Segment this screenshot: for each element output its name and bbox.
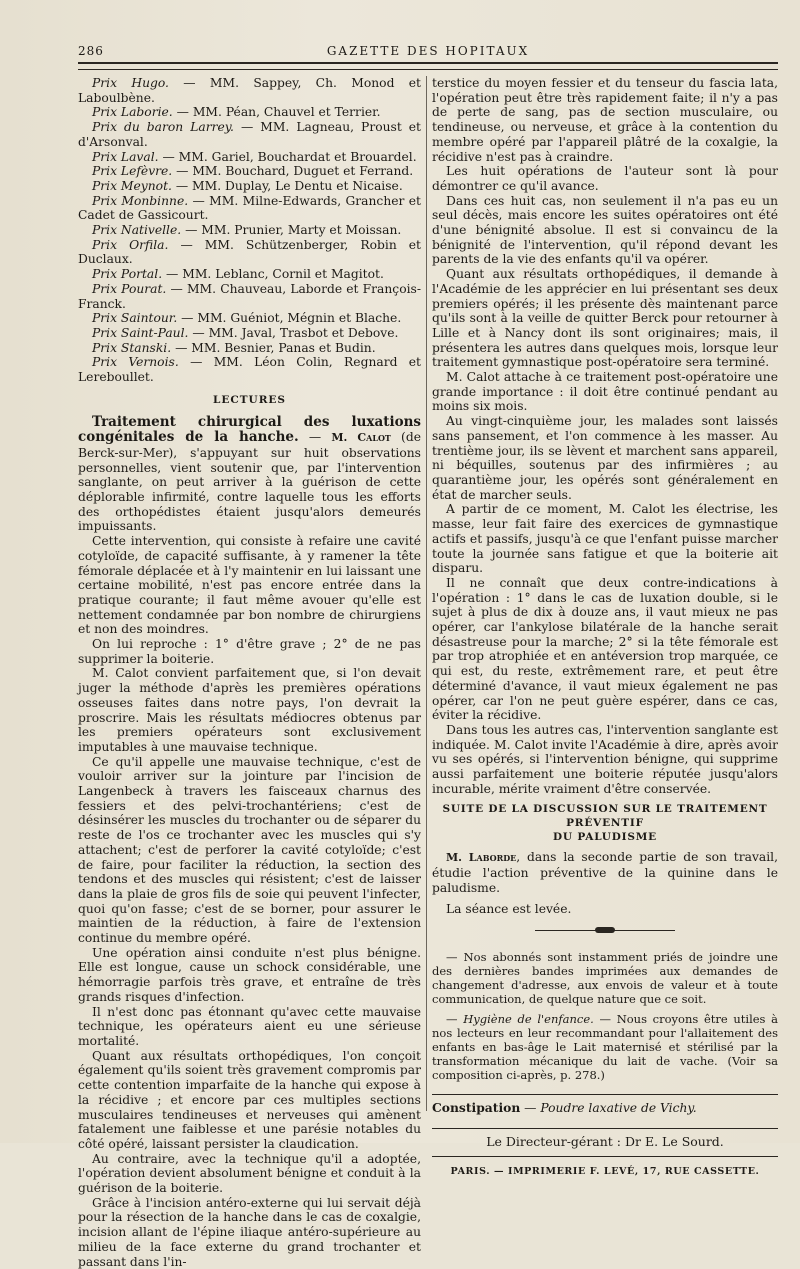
prize-entry — [78, 282, 421, 311]
section-title-line: DU PALUDISME — [553, 831, 657, 844]
advert-label: Constipation — [432, 1100, 521, 1116]
prize-name: Prix Monbinne. — [92, 193, 189, 208]
ornamental-divider — [535, 926, 675, 936]
prize-name: Prix Hugo. — [92, 76, 169, 90]
prize-jury: — MM. Besnier, Panas et Budin. — [171, 340, 376, 355]
lead-text: (de Berck-sur-Mer), s'appuyant sur huit observations personnelles, vient soutenir que, par l'intervention sanglante, on peut arriver à la guérison de cette déplorable infirmité, contre laquelle tous les efforts des orthopédistes étaient jusqu'alors demeurés impuissants. — [78, 430, 421, 534]
prize-jury: — MM. Leblanc, Cornil et Magitot. — [162, 267, 384, 282]
prize-entry — [78, 150, 421, 165]
article-paragraph: M. Calot attache à ce traitement post-opératoire une grande importance : il doit être continué pendant au moins six mois. — [432, 370, 778, 414]
article-paragraph: Au vingt-cinquième jour, les malades sont laissés sans pansement, et l'on commence à les masser. Au trentième jour, ils se lèvent et marchent sans appareil, ni béquilles, soutenus par des infirmières ; au quarantième jour, les opérés sont généralement en état de marcher seuls. — [432, 414, 778, 502]
prize-name: Prix Saintour. — [92, 311, 178, 326]
prize-name: Prix Orfila. — [92, 237, 169, 252]
prize-entry — [78, 179, 421, 194]
speaker-name: M. Laborde — [446, 851, 517, 865]
article-paragraph: Ce qu'il appelle une mauvaise technique, c'est de vouloir arriver sur la jointure par l'incision de Langenbeck à travers les faisceaux charnus des fessiers et des pelvi-trochantériens; c'est de désinsérer les muscles du trochanter ou de séparer du reste de l'os ce trochanter avec les muscles qui s'y attachent; c'est de perforer la cavité cotyloïde; c'est de faire, pour faciliter la réduction, la section des tendons et des muscles qui résistent; c'est de laisser dans la plaie de gros fils de soie qui peuvent l'infecter, quoi qu'on fasse; c'est de se borner, pour assurer le maintien de la réduction, à faire de l'extension continue du membre opéré. — [78, 754, 421, 946]
prize-name: Prix Laborie. — [92, 105, 173, 120]
rule — [432, 1094, 778, 1095]
notice-dash: — — [446, 1012, 464, 1027]
journal-title: GAZETTE DES HOPITAUX — [326, 44, 530, 58]
article-paragraph: A partir de ce moment, M. Calot les électrise, les masse, leur fait faire des exercices de gymnastique actifs et passifs, jusqu'à ce que l'enfant puisse marcher toute la journée sans fatigue et que la boiterie ait disparu. — [432, 502, 778, 576]
prize-jury: — MM. Duplay, Le Dentu et Nicaise. — [171, 178, 403, 193]
seance-closed: La séance est levée. — [446, 901, 572, 916]
advert-constipation — [432, 1101, 778, 1116]
left-column — [78, 76, 422, 1269]
prize-name: Prix Vernois. — [92, 355, 179, 370]
page-header — [78, 44, 778, 64]
prize-name: Prix Pourat. — [92, 281, 167, 296]
prize-name: Prix Saint-Paul. — [92, 325, 189, 340]
ornament-dot — [595, 927, 615, 933]
prize-jury: — MM. Prunier, Marty et Moissan. — [181, 223, 402, 238]
prize-name: Prix Portal. — [92, 267, 163, 282]
article-title: Traitement chirurgical des luxations congénitales de la hanche. — [78, 414, 421, 446]
speaker-text: , dans la seconde partie de son travail, étudie l'action préventive de la quinine dans le paludisme. — [432, 850, 778, 895]
article-paragraph: M. Calot convient parfaitement que, si l'on devait juger la méthode d'après les premières opérations osseuses faites dans notre pays, l'on devrait la proscrire. Mais les résultats médiocres obtenus par les premiers opérateurs sont exclusivement imputables à une mauvaise technique. — [78, 666, 421, 754]
right-column — [432, 76, 779, 1177]
prize-entry — [78, 164, 421, 179]
article-paragraph: On lui reproche : 1° d'être grave ; 2° de ne pas supprimer la boiterie. — [78, 637, 421, 666]
article-lead-paragraph — [78, 415, 421, 534]
printer-block — [432, 1156, 778, 1180]
prize-entry — [78, 311, 421, 326]
article-paragraph: Au contraire, avec la technique qu'il a adoptée, l'opération devient absolument bénigne et conduit à la guérison de la boiterie. — [78, 1151, 421, 1196]
section-title-lectures: LECTURES — [212, 393, 287, 406]
article-paragraph: Une opération ainsi conduite n'est plus bénigne. Elle est longue, cause un schock considérable, une hémorragie parfois très grave, et entraîne de très grands risques d'infection. — [78, 945, 421, 1004]
prize-jury: — MM. Schützenberger, Robin et Duclaux. — [78, 237, 422, 267]
prize-name: Prix Nativelle. — [92, 223, 182, 238]
prize-entry — [78, 105, 421, 120]
article-paragraph: Dans ces huit cas, non seulement il n'a pas eu un seul décès, mais encore les suites opératoires ont été d'une bénignité absolue. Il est si convaincu de la bénignité de l'intervention, qu'il répond devant les parents de la vie des enfants qu'il va opérer. — [432, 193, 778, 267]
prize-name: Prix Laval. — [92, 149, 159, 164]
prize-jury: — MM. Milne-Edwards, Grancher et Cadet de Gassicourt. — [78, 193, 421, 223]
prize-entry — [78, 76, 421, 105]
prize-jury: — MM. Léon Colin, Regnard et Lereboullet. — [78, 355, 421, 385]
prize-entry — [78, 238, 421, 267]
article-paragraph: Les huit opérations de l'auteur sont là pour démontrer ce qu'il avance. — [432, 164, 778, 193]
article-paragraph: Quant aux résultats orthopédiques, il demande à l'Académie de les apprécier en lui présentant ses deux premiers opérés; il les présente dès maintenant parce qu'ils sont à la veille de quitter Berck pour retourner à Lille et à Nancy dont ils sont originaires; mais, il présentera les autres dans quelques mois, lorsque leur traitement gymnastique post-opératoire sera terminé. — [432, 267, 778, 370]
notice-hygiene — [432, 1012, 778, 1082]
prize-entry — [78, 194, 421, 223]
prize-jury: — MM. Bouchard, Duguet et Ferrand. — [172, 164, 414, 179]
header-rule — [78, 62, 778, 70]
notice-subscribers: — Nos abonnés sont instamment priés de joindre une des dernières bandes imprimées aux demandes de changement d'adresse, aux envois de valeur et à toute communication, de quelque nature que ce soit. — [432, 950, 778, 1007]
laborde-paragraph — [432, 850, 778, 895]
section-title-paludisme — [432, 802, 778, 844]
prize-list — [78, 76, 421, 385]
section-title-line: SUITE DE LA DISCUSSION SUR LE TRAITEMENT PRÉVENTIF — [442, 803, 768, 830]
prize-name: Prix Stanski. — [92, 340, 172, 355]
article-paragraph: Grâce à l'incision antéro-externe qui lui servait déjà pour la résection de la hanche dans le cas de coxalgie, incision allant de l'épine iliaque antéro-supérieure au milieu de la face externe du grand trochanter et passant dans l'in- — [78, 1195, 421, 1269]
column-divider — [426, 76, 427, 1111]
printer-imprint: PARIS. — IMPRIMERIE F. LEVÉ, 17, RUE CASSETTE. — [450, 1165, 760, 1177]
prize-name: Prix Meynot. — [92, 178, 172, 193]
prize-jury: — MM. Chauveau, Laborde et François-Franck. — [78, 281, 421, 311]
article-paragraph: Il ne connaît que deux contre-indications à l'opération : 1° dans le cas de luxation double, si le sujet à plus de dix à douze ans, il vaut mieux ne pas opérer, car l'ankylose bilatérale de la hanche serait désastreuse pour la marche; 2° si la tête fémorale est par trop atrophiée et en antéversion trop marquée, ce qui est, du reste, extrêmement rare, et peut être déterminé d'avance, il vaut mieux également ne pas opérer, car l'on ne peut guère espérer, dans ce cas, éviter la récidive. — [432, 575, 778, 723]
notice-title: Hygiène de l'enfance. — [463, 1012, 594, 1027]
page-number: 286 — [78, 44, 104, 58]
prize-name: Prix Lefèvre. — [92, 164, 173, 179]
prize-entry — [78, 326, 421, 341]
prize-entry — [78, 267, 421, 282]
prize-jury: — MM. Guéniot, Mégnin et Blache. — [177, 311, 402, 326]
article-paragraph-continued: terstice du moyen fessier et du tenseur du fascia lata, l'opération peut être très rapidement faite; il n'y a pas de perte de sang, pas de section musculaire, ou tendineuse, ou nerveuse, et grâce à la contention du membre opéré par l'appareil plâtré de la coxalgie, la récidive n'est pas à craindre. — [432, 76, 778, 164]
article-paragraph: Dans tous les autres cas, l'intervention sanglante est indiquée. M. Calot invite l'Académie à dire, après avoir vu ses opérés, si l'intervention bénigne, qui supprime aussi parfaitement une boiterie réputée jusqu'alors incurable, mérite vraiment d'être conservée. — [432, 722, 778, 796]
article-paragraph: Cette intervention, qui consiste à refaire une cavité cotyloïde, de capacité suffisante, à y ramener la tête fémorale déplacée et à l'y maintenir en lui laissant une certaine mobilité, n'est pas encore entrée dans la pratique courante; il faut même avouer qu'elle est nettement condamnée par bon nombre de chirurgiens et non des moindres. — [78, 534, 421, 637]
prize-jury: — MM. Lagneau, Proust et d'Arsonval. — [78, 120, 422, 149]
prize-jury: — MM. Javal, Trasbot et Debove. — [188, 325, 399, 340]
prize-jury: — MM. Péan, Chauvel et Terrier. — [172, 105, 381, 120]
rule — [432, 1128, 778, 1129]
article-paragraph: Quant aux résultats orthopédiques, l'on conçoit également qu'ils soient très gravement compromis par cette contention imparfaite de la hanche qui expose à la récidive ; et encore par ces multiples sections musculaires tendineuses et nerveuses qui amènent fatalement une faiblesse et une parésie notables du côté opéré, laissant persister la claudication. — [78, 1048, 421, 1151]
lead-dash: — — [298, 430, 332, 445]
advert-text: — Poudre laxative de Vichy. — [520, 1101, 697, 1116]
director-signature: Le Directeur-gérant : Dr E. Le Sourd. — [486, 1133, 724, 1149]
prize-entry — [78, 223, 421, 238]
prize-jury: — MM. Sappey, Ch. Monod et Laboulbène. — [78, 76, 421, 105]
prize-jury: — MM. Gariel, Bouchardat et Brouardel. — [158, 149, 417, 164]
article-paragraph: Il n'est donc pas étonnant qu'avec cette mauvaise technique, les opérateurs aient eu une sérieuse mortalité. — [78, 1004, 421, 1048]
prize-name: Prix du baron Larrey. — [92, 120, 234, 135]
notice-text: — Nous croyons être utiles à nos lecteurs en leur recommandant pour l'allaitement des enfants en bas-âge le Lait maternisé et stérilisé par la transformation mécanique du lait de vache. (Voir sa composition ci-après, p. 278.) — [432, 1012, 779, 1083]
article-author: M. Calot — [331, 431, 391, 445]
prize-entry — [78, 355, 421, 384]
prize-entry — [78, 120, 421, 149]
prize-entry — [78, 341, 421, 356]
